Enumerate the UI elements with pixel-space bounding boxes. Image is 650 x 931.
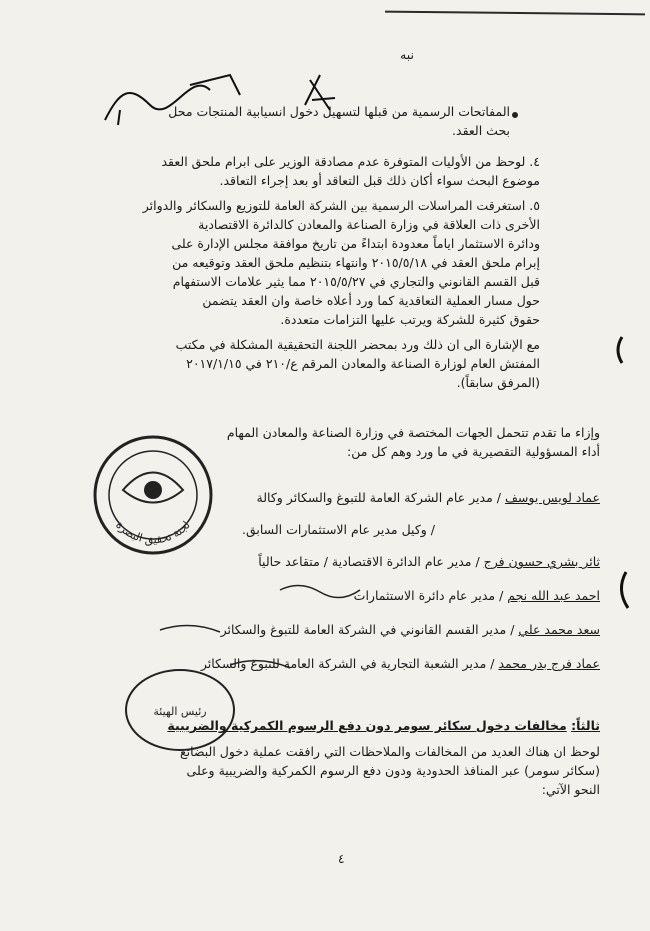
person-name: عماد فرج بدر محمد (498, 656, 600, 671)
person-role: / وكيل مدير عام الاستثمارات السابق. (242, 522, 435, 537)
item5-line-7: حقوق كثيرة للشركة ويرتب عليها التزامات متعددة. (280, 312, 540, 327)
section3-label: ثالثاً: (571, 718, 600, 733)
margin-mark (612, 335, 632, 365)
item5-line-2: الأخرى ذات العلاقة في وزارة الصناعة والمعادن كالدائرة الاقتصادية (198, 217, 540, 232)
header-mark: نبه (400, 47, 414, 62)
item4-line-2: موضوع البحث سواء أكان ذلك قبل التعاقد أو بعد إجراء التعاقد. (219, 173, 540, 188)
section3-title: مخالفات دخول سكائر سومر دون دفع الرسوم الكمركية والضريبية (167, 718, 567, 733)
person-role: / مدير القسم القانوني في الشركة العامة للتبوغ والسكائر (220, 622, 515, 637)
person-role: / مدير عام الشركة العامة للتبوغ والسكائر وكالة (256, 490, 501, 505)
section3-line-3: النحو الآتي: (541, 782, 600, 797)
margin-mark (612, 570, 636, 610)
person-name: عماد لويس يوسف (504, 490, 600, 505)
person-name: ثائر بشري حسون فرج (483, 554, 600, 569)
person-role: / مدير عام دائرة الاستثمارات (353, 588, 504, 603)
responsibility-line-1: وإزاء ما تقدم تتحمل الجهات المختصة في وزارة الصناعة والمعادن المهام (226, 425, 600, 440)
handwritten-strokes (150, 560, 410, 680)
person-name: سعد محمد علي (518, 622, 600, 637)
person-name: احمد عبد الله نجم (507, 588, 600, 603)
person-role: / مدير عام الدائرة الاقتصادية / متقاعد حالياً (258, 554, 480, 569)
item5-line-4: إبرام ملحق العقد في ٢٠١٥/٥/١٨ وانتهاء بتنظيم ملحق العقد وتوقيعه من (172, 255, 540, 270)
person-row-2 (242, 520, 435, 539)
bullet-dot (512, 112, 518, 118)
bullet-line-1: المفاتحات الرسمية من قبلها لتسهيل دخول انسيابية المنتجات محل (168, 104, 510, 119)
item5-line-3: ودائرة الاستثمار اياماً معدودة ابتداءً من تاريخ موافقة مجلس الإدارة على (171, 236, 540, 251)
page-number: ٤ (338, 852, 345, 866)
item5-line-5: قبل القسم القانوني والتجاري في ٢٠١٥/٥/٢٧ مما يثير علامات الاستفهام (172, 274, 540, 289)
item5-line-6: حول مسار العملية التعاقدية كما ورد أعلاه خاصة وان العقد يتضمن (202, 293, 540, 308)
section3-line-1: لوحظ ان هناك العديد من المخالفات والملاحظات التي رافقت عملية دخول البضائع (180, 744, 600, 759)
top-rule (385, 11, 645, 16)
responsibility-line-2: أداء المسؤولية التقصيرية في ما ورد وهم كل من: (346, 444, 600, 459)
item5-line-1: ٥. استغرقت المراسلات الرسمية بين الشركة العامة للتوزيع والسكائر والدوائر (142, 198, 540, 213)
stamp2-text: رئيس الهيئة (153, 705, 207, 718)
bullet-line-2: بحث العقد. (452, 123, 510, 138)
note-line-3: (المرفق سابقاً). (456, 375, 540, 390)
person-role: / مدير الشعبة التجارية في الشركة العامة للتبوغ والسكائر (200, 656, 495, 671)
note-line-2: المفتش العام لوزارة الصناعة والمعادن المرقم ع/٢١٠ في ٢٠١٧/١/١٥ (186, 356, 540, 371)
section3-line-2: (سكائر سومر) عبر المنافذ الحدودية ودون دفع الرسوم الكمركية والضريبية وعلى (186, 763, 600, 778)
svg-text:لجنة تحقيق البصرة (113, 519, 193, 548)
official-stamp (88, 430, 218, 560)
note-line-1: مع الإشارة الى ان ذلك ورد بمحضر اللجنة التحقيقية المشكلة في مكتب (175, 337, 540, 352)
stamp-text: لجنة تحقيق البصرة (113, 518, 193, 547)
item4-line-1: ٤. لوحظ من الأوليات المتوفرة عدم مصادقة الوزير على ابرام ملحق العقد (161, 154, 540, 169)
person-row-1 (257, 488, 600, 507)
